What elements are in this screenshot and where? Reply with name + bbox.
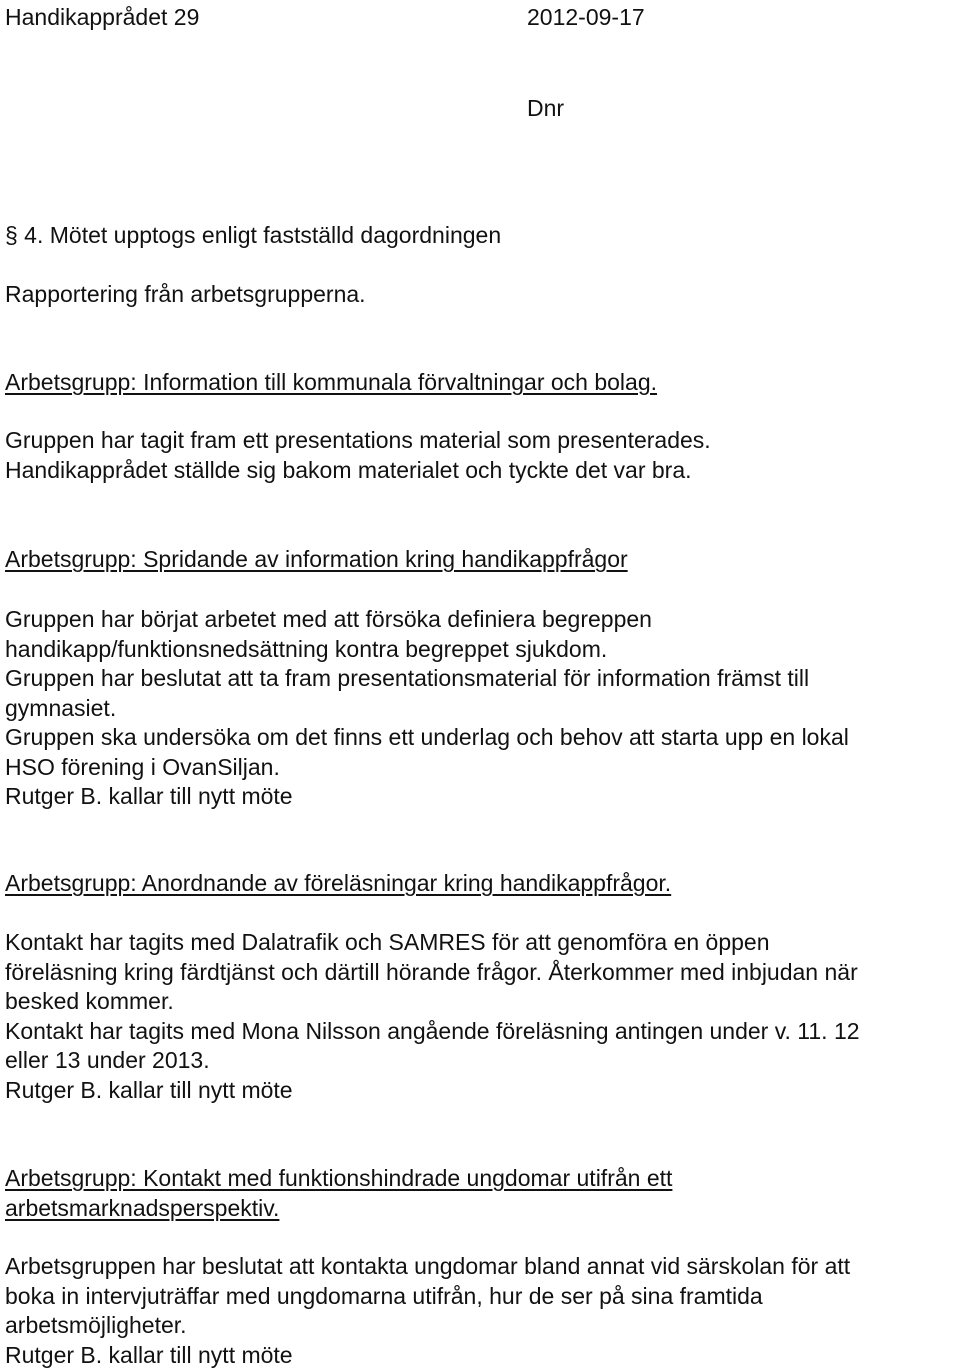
paragraph-line: Arbetsgruppen har beslutat att kontakta ungdomar bland annat vid särskolan för att	[5, 1253, 851, 1279]
paragraph-line: Rutger B. kallar till nytt möte	[5, 1076, 293, 1103]
workgroup-title: Arbetsgrupp: Spridande av information kring handikappfrågor	[5, 546, 628, 572]
workgroup-title: Arbetsgrupp: Anordnande av föreläsningar kring handikappfrågor.	[5, 870, 672, 896]
paragraph-line: arbetsmöjligheter.	[5, 1312, 187, 1338]
workgroup-1-body	[5, 426, 960, 485]
workgroup-4	[5, 1164, 960, 1223]
header-date: 2012-09-17	[527, 4, 645, 30]
report-title: Rapportering från arbetsgrupperna.	[5, 281, 366, 307]
workgroup-title: arbetsmarknadsperspektiv.	[5, 1194, 280, 1221]
section-heading: § 4. Mötet upptogs enligt fastställd dagordningen	[5, 222, 502, 248]
paragraph-line: föreläsning kring färdtjänst och därtill hörande frågor. Återkommer med inbjudan när	[5, 958, 858, 985]
paragraph-line: Rutger B. kallar till nytt möte	[5, 783, 293, 809]
paragraph-line: Rutger B. kallar till nytt möte	[5, 1341, 293, 1368]
workgroup-title: Arbetsgrupp: Kontakt med funktionshindrade ungdomar utifrån ett	[5, 1165, 673, 1191]
workgroup-3-body	[5, 928, 960, 1105]
workgroup-3	[5, 869, 960, 899]
workgroup-2-body	[5, 605, 960, 812]
workgroup-2	[5, 545, 960, 575]
paragraph-line: Handikapprådet ställde sig bakom materialet och tyckte det var bra.	[5, 456, 692, 483]
paragraph-line: Gruppen har börjat arbetet med att försöka definiera begreppen	[5, 606, 652, 632]
header-title: Handikapprådet 29	[5, 4, 200, 30]
paragraph-line: boka in intervjuträffar med ungdomarna utifrån, hur de ser på sina framtida	[5, 1282, 763, 1309]
paragraph-line: besked kommer.	[5, 988, 174, 1014]
workgroup-title: Arbetsgrupp: Information till kommunala förvaltningar och bolag.	[5, 369, 658, 395]
paragraph-line: Gruppen har beslutat att ta fram presentationsmaterial för information främst till	[5, 665, 810, 691]
paragraph-line: Gruppen ska undersöka om det finns ett underlag och behov att starta upp en lokal	[5, 724, 849, 750]
paragraph-line: Gruppen har tagit fram ett presentations material som presenterades.	[5, 427, 711, 453]
workgroup-1	[5, 368, 960, 398]
workgroup-4-body	[5, 1252, 960, 1370]
paragraph-line: HSO förening i OvanSiljan.	[5, 753, 280, 780]
paragraph-line: Kontakt har tagits med Dalatrafik och SAMRES för att genomföra en öppen	[5, 929, 770, 955]
paragraph-line: handikapp/funktionsnedsättning kontra begreppet sjukdom.	[5, 635, 608, 662]
paragraph-line: Kontakt har tagits med Mona Nilsson angående föreläsning antingen under v. 11. 12	[5, 1017, 860, 1044]
header-dnr: Dnr	[527, 95, 565, 121]
paragraph-line: eller 13 under 2013.	[5, 1047, 210, 1073]
paragraph-line: gymnasiet.	[5, 694, 117, 721]
